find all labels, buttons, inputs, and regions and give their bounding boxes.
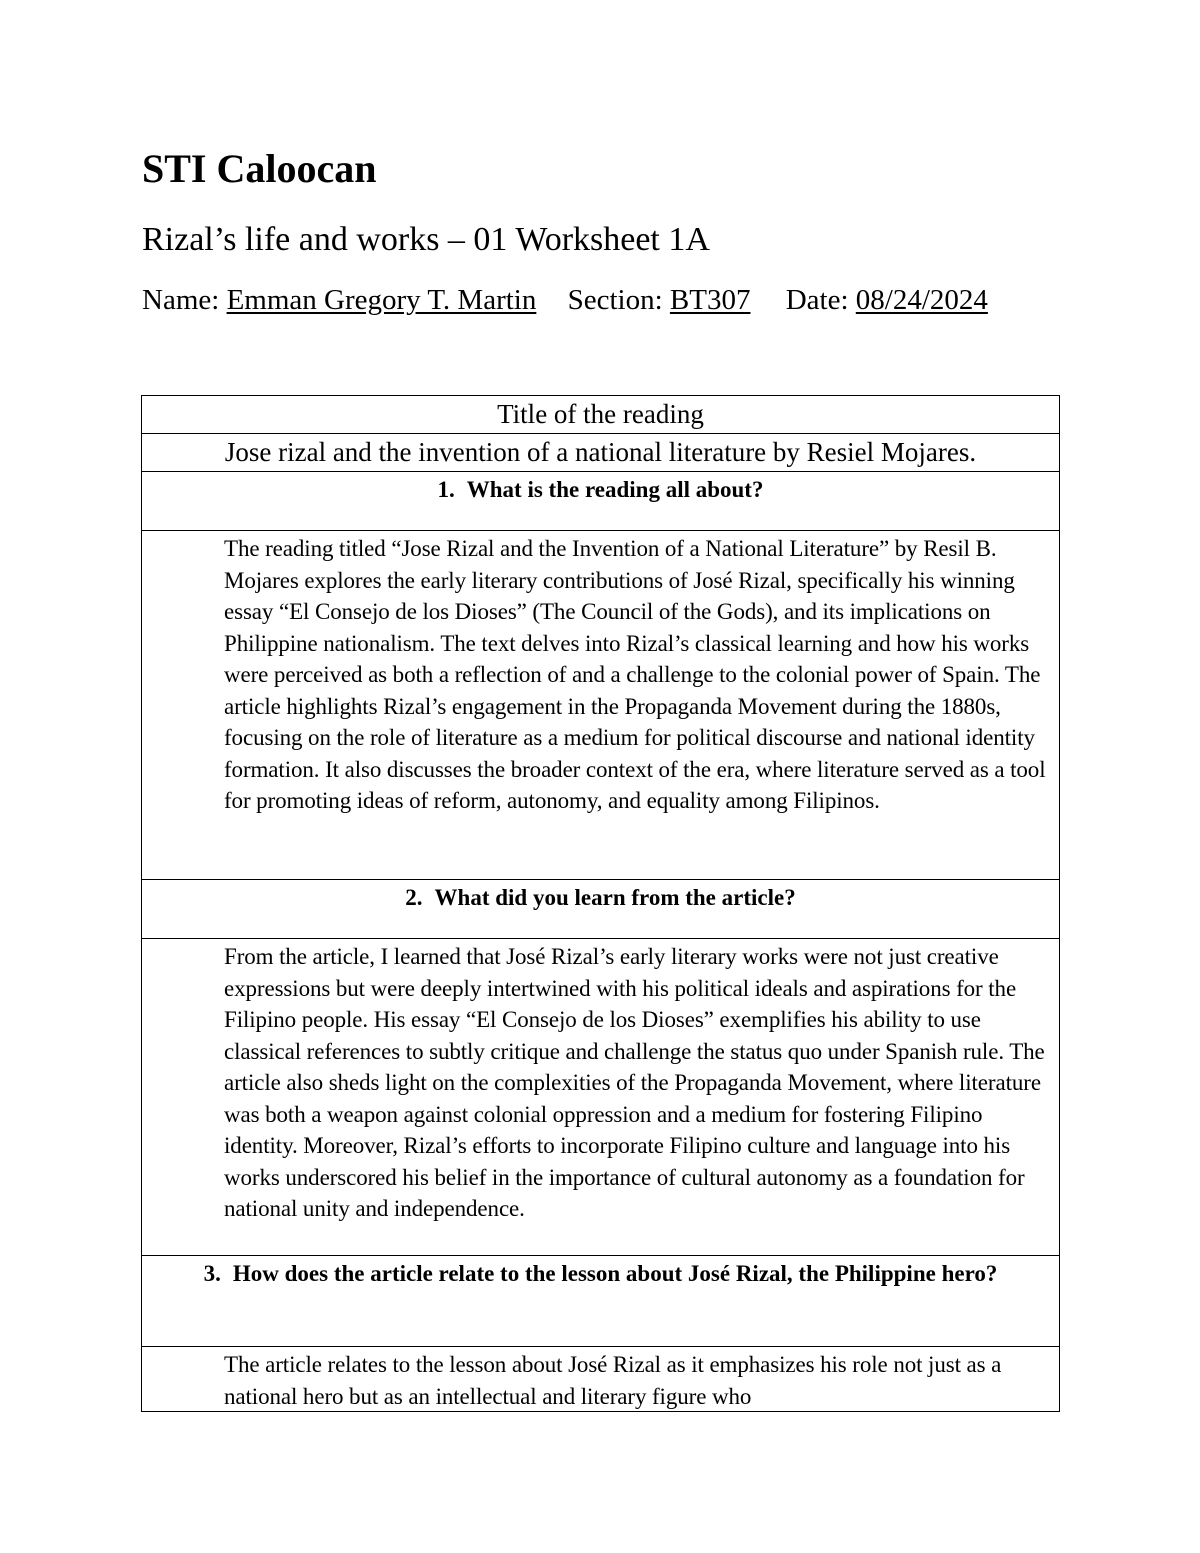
answer-cell-1: The reading titled “Jose Rizal and the Invention of a National Literature” by Resil B. Mojares explores the early literary contributions of José Rizal, specifically his winning essay “El Consejo de los Dioses” (The Council of the Gods), and its implications on Philippine nationalism. The text delves into Rizal’s classical learning and how his works were perceived as both a reflection of and a challenge to the colonial power of Spain. The article highlights Rizal’s engagement in the Propaganda Movement during the 1880s, focusing on the role of literature as a medium for political discourse and national identity formation. It also discusses the broader context of the era, where literature served as a tool for promoting ideas of reform, autonomy, and equality among Filipinos. [142,531,1060,880]
table-row [142,472,1060,531]
worksheet-subtitle: Rizal’s life and works – 01 Worksheet 1A [142,221,710,258]
name-value: Emman Gregory T. Martin [226,284,537,316]
question-cell-2 [142,880,1060,939]
table-row [142,1347,1060,1412]
question-text: What did you learn from the article? [434,885,796,910]
question-cell-3 [142,1256,1060,1347]
date-value: 08/24/2024 [855,284,988,316]
student-info-line [142,280,988,320]
table-row [142,880,1060,939]
table-row [142,1256,1060,1347]
title-header-cell: Title of the reading [142,396,1060,434]
question-number: 3. [203,1261,221,1286]
section-value: BT307 [669,284,751,316]
question-number: 2. [405,885,423,910]
table-row [142,396,1060,434]
answer-cell-2: From the article, I learned that José Rizal’s early literary works were not just creative expressions but were deeply intertwined with his political ideals and aspirations for the Filipino people. His essay “El Consejo de los Dioses” exemplifies his ability to use classical references to subtly critique and challenge the status quo under Spanish rule. The article also sheds light on the complexities of the Propaganda Movement, where literature was both a weapon against colonial oppression and a medium for fostering Filipino identity. Moreover, Rizal’s efforts to incorporate Filipino culture and language into his works underscored his belief in the importance of cultural autonomy as a foundation for national unity and independence. [142,939,1060,1256]
table-row [142,939,1060,1256]
worksheet-table [141,395,1060,1412]
table-row [142,434,1060,472]
section-label: Section: [567,284,663,316]
reading-title-cell: Jose rizal and the invention of a national literature by Resiel Mojares. [142,434,1060,472]
question-number: 1. [437,477,455,502]
date-label: Date: [785,284,849,316]
answer-text: The article relates to the lesson about José Rizal as it emphasizes his role not just as a national hero but as an intellectual and literary figure who [224,1352,1002,1409]
question-text: How does the article relate to the lesson about José Rizal, the Philippine hero? [232,1261,998,1286]
table-row [142,531,1060,880]
school-title: STI Caloocan [142,146,377,191]
name-label: Name: [142,284,220,316]
question-cell-1 [142,472,1060,531]
question-text: What is the reading all about? [466,477,764,502]
answer-cell-3 [142,1347,1060,1412]
